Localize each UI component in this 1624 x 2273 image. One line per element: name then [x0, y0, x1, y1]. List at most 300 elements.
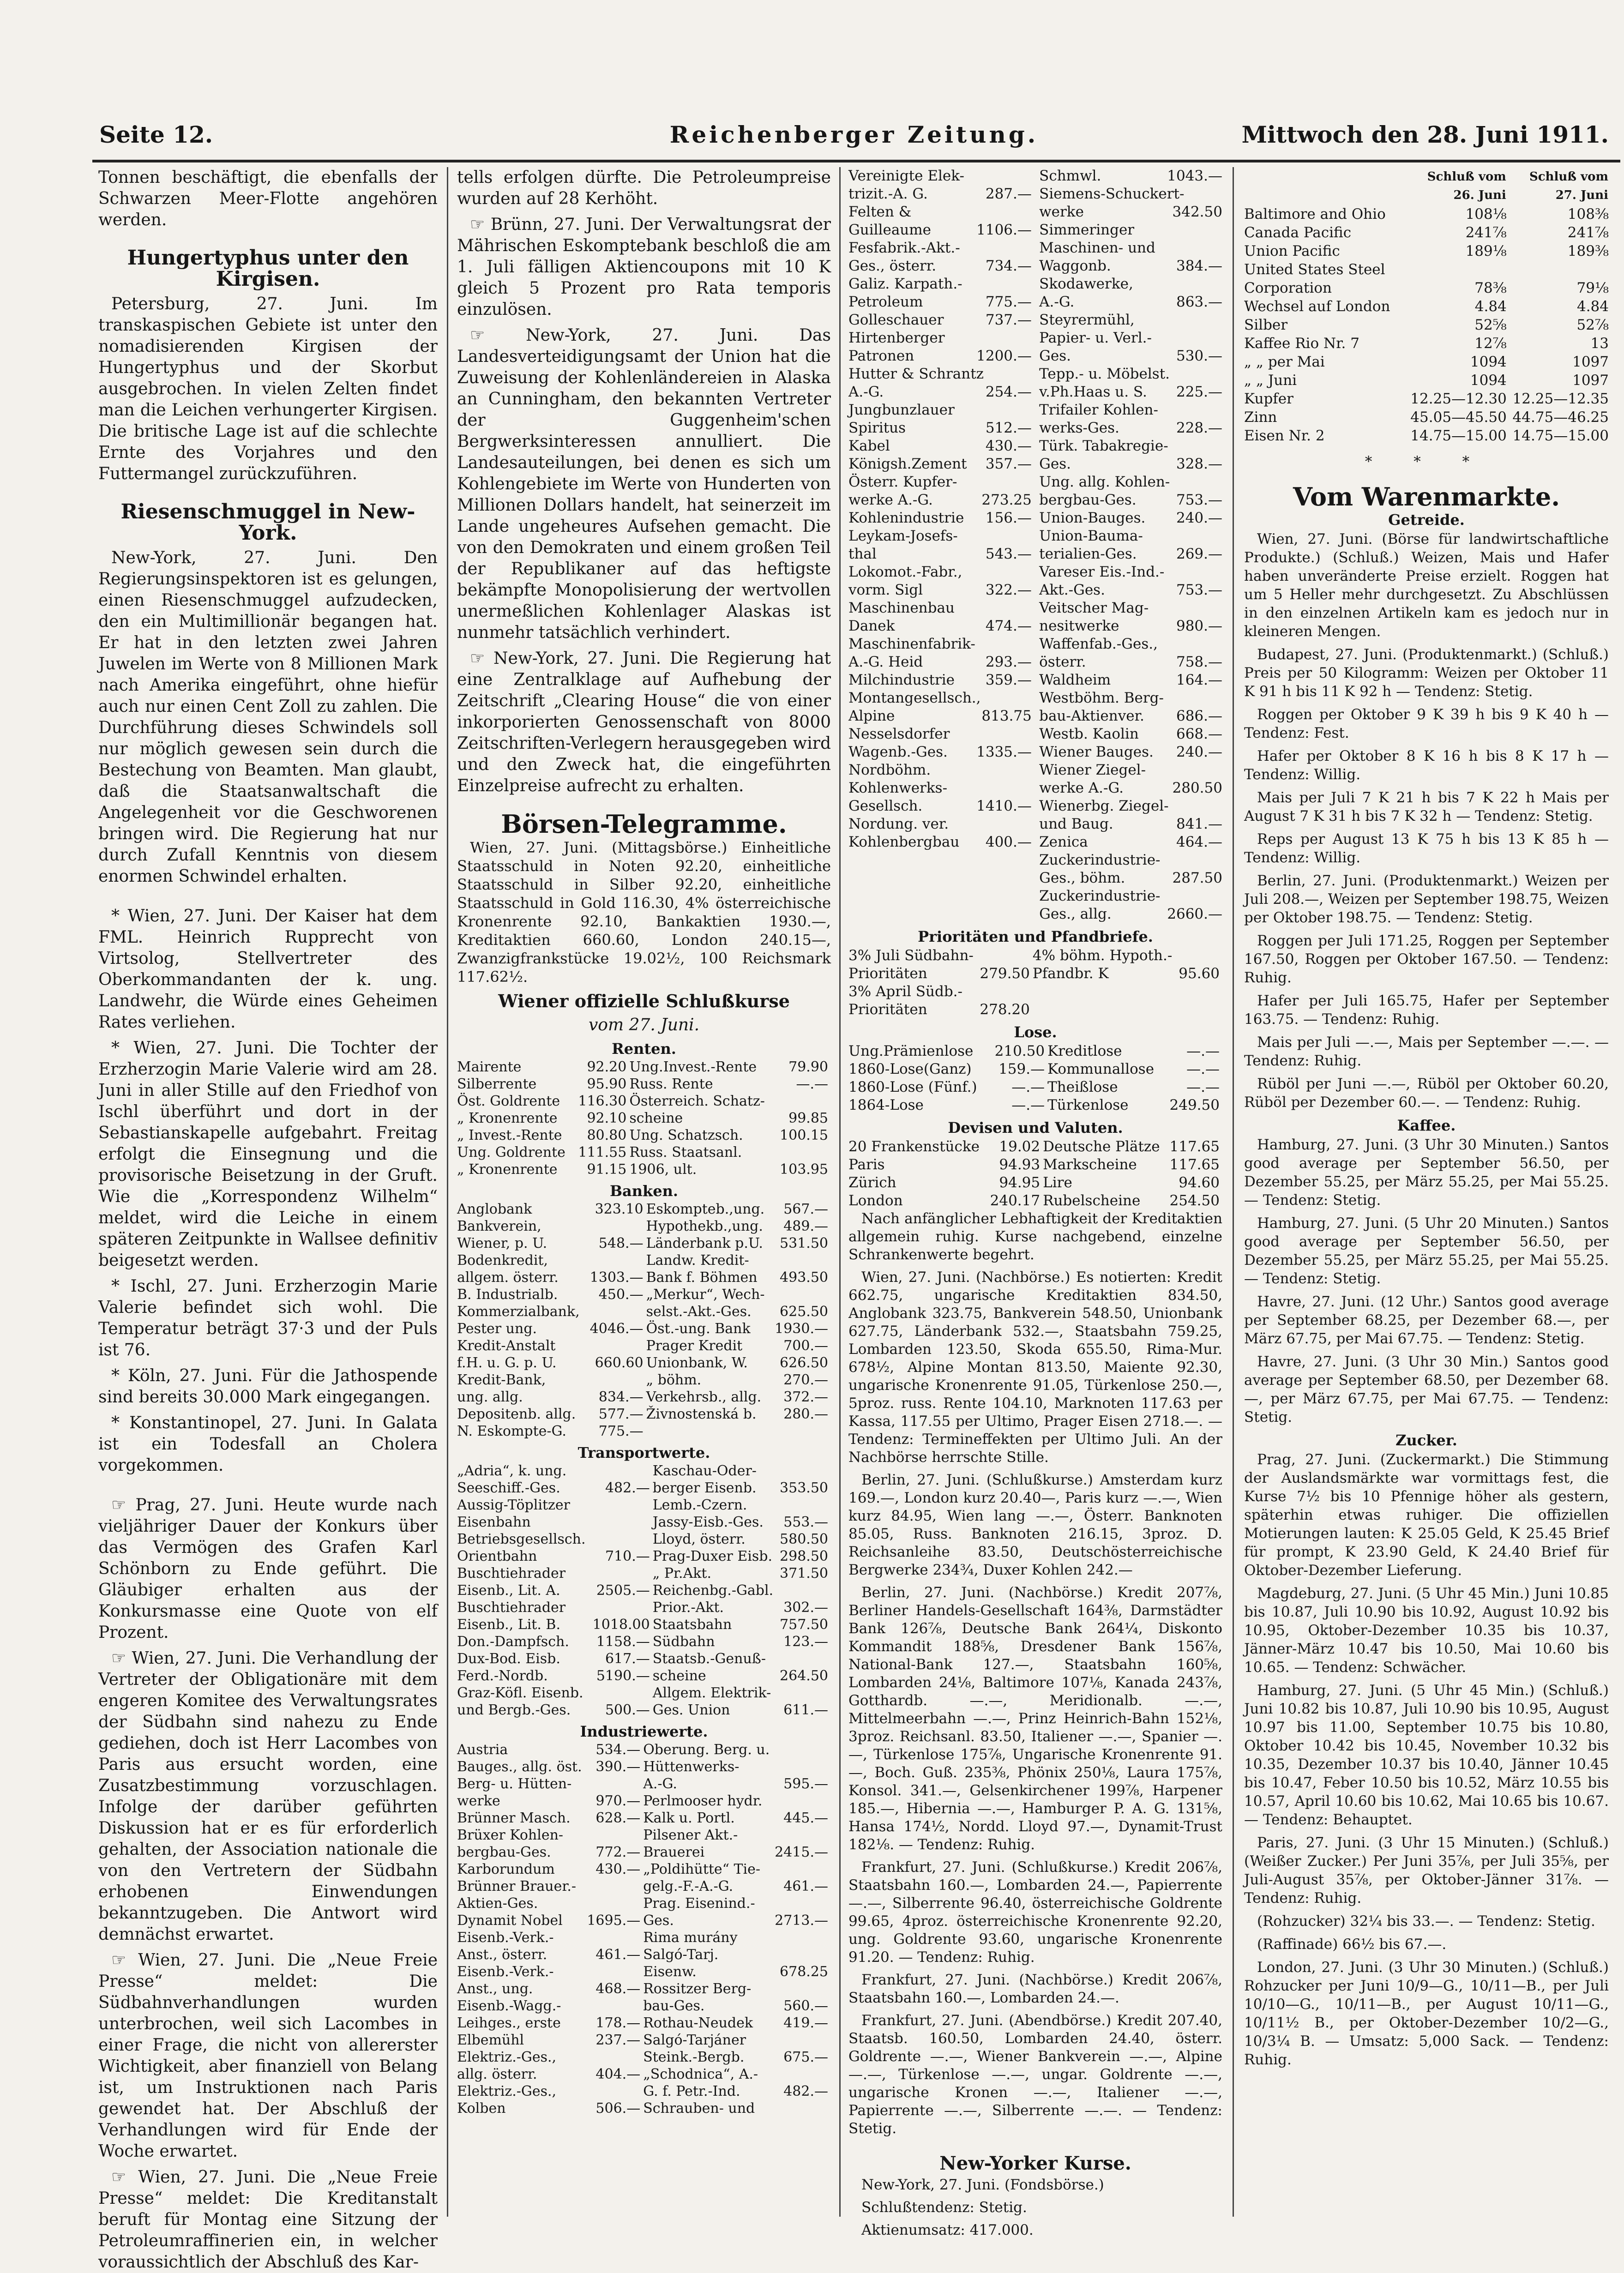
security-name: Leihges., erste [457, 2015, 561, 2031]
security-name: Ung. allg. Kohlen- [1039, 474, 1170, 490]
security-name: Prag. Eisenind.- [643, 1895, 755, 1912]
security-name: Staatsb.-Genuß- [652, 1651, 766, 1667]
list-item [1039, 383, 1222, 401]
market-report: London, 27. Juni. (3 Uhr 30 Minuten.) (Schluß.) Rohzucker per Juni 10/9—G., 10/11—B., per Juli 10/10—G., 10/11—B., per August 10/11—G., 10/11½ B., per Oktober-Dezember 10/2—G., 10/3¼ B. — Umsatz: 5,000 Sack. — Tendenz: Ruhig. [1244, 1959, 1609, 2068]
banken-table [457, 1201, 831, 1440]
security-price [773, 1827, 831, 1844]
security-price: 482.— [605, 1480, 650, 1496]
security-price: 278.20 [980, 1001, 1030, 1018]
security-name: nesitwerke [1039, 618, 1119, 634]
security-price: 625.50 [780, 1304, 828, 1320]
security-price: 464.— [1176, 834, 1222, 850]
table-row [457, 1269, 831, 1286]
security-price: 12⅞ [1474, 335, 1507, 352]
table-row [1244, 223, 1609, 242]
list-item [848, 743, 1032, 761]
page-number: Seite 12. [99, 121, 213, 148]
security-name: Ges. [1039, 456, 1071, 472]
security-name: Eisenb.-Verk.- [457, 1930, 554, 1946]
list-item [848, 599, 1032, 617]
table-row [457, 1792, 831, 1810]
security-name: 1860-Lose(Ganz) [848, 1061, 972, 1077]
table-row [457, 1810, 831, 1827]
security-price: 123.— [783, 1634, 828, 1650]
security-name: Maschinenfabrik- [848, 636, 975, 652]
security-price: 567.— [783, 1201, 828, 1217]
security-name: Kohlenindustrie [848, 510, 964, 526]
security-price: 980.— [1176, 618, 1222, 634]
table-row [457, 1844, 831, 1861]
list-item [848, 257, 1032, 275]
table-row [457, 1144, 831, 1161]
list-item [1039, 401, 1222, 419]
security-price: 240.— [1176, 510, 1222, 526]
section-headline: Vom Warenmarkte. [1293, 482, 1560, 511]
security-price: 2713.— [775, 1912, 828, 1929]
security-price [587, 1337, 646, 1354]
list-item [848, 311, 1032, 329]
security-price: 14.75—15.00 [1410, 427, 1507, 444]
security-price: —.— [1011, 1097, 1045, 1113]
security-name: Türkenlose [1047, 1097, 1129, 1113]
security-price [773, 2032, 831, 2049]
list-item [848, 437, 1032, 455]
security-price [773, 1792, 831, 1810]
security-price: 95.60 [1179, 965, 1220, 982]
industrie-table [457, 1741, 831, 2117]
security-name: Deutsche Plätze [1043, 1138, 1160, 1155]
list-item [848, 671, 1032, 689]
table-row [457, 1161, 831, 1178]
security-price: 117.65 [1169, 1138, 1220, 1155]
security-name: Steink.-Bergb. [643, 2049, 745, 2065]
security-name: Galiz. Karpath.- [848, 276, 962, 292]
security-price: 595.— [783, 1776, 828, 1792]
table-row [848, 1078, 1222, 1096]
market-report: Frankfurt, 27. Juni. (Schlußkurse.) Kredit 206⅞, Staatsbahn 160.—, Lombarden 24.—, Papierrente —.—, Silberrente 96.40, österreichische Goldrente 99.65, 4proz. österreichische Kronenrente 92.20, ung. Goldrente 93.60, ungarische Kronenrente 91.20. — Tendenz: Ruhig. [848, 1859, 1222, 1966]
security-name: bau-Ges. [643, 1998, 705, 2014]
security-name: Ges. [1039, 348, 1071, 364]
security-name: Unionbank, W. [646, 1355, 748, 1371]
market-report: Frankfurt, 27. Juni. (Abendbörse.) Kredit 207.40, Staatsb. 160.50, Lombarden 24.40, österr. Goldrente —.—, Wiener Bankverein —.—, Alpine —.—, Türkenlose —.—, ungar. Goldrente —.—, ungarische Kronen —.—, Italiener —.—, Papierrente —.—, Silberrente —.—. — Tendenz: Stetig. [848, 2012, 1222, 2137]
table-row [457, 1861, 831, 1878]
table-row [457, 1389, 831, 1406]
market-report: Hafer per Juli 165.75, Hafer per September 163.75. — Tendenz: Ruhig. [1244, 992, 1609, 1028]
article-continuation: Tonnen beschäftigt, die ebenfalls der Schwarzen Meer-Flotte angehören werden. [98, 168, 438, 229]
security-name: Nordböhm. [848, 762, 931, 778]
table-row [457, 1997, 831, 2014]
security-price: 254.50 [1169, 1192, 1220, 1209]
table-row [848, 965, 1222, 983]
security-name: Staatsbahn [652, 1617, 732, 1633]
list-item [1039, 293, 1222, 311]
table-row [457, 1650, 831, 1667]
security-price: 103.95 [780, 1161, 828, 1178]
security-name: bergbau-Ges. [1039, 492, 1137, 508]
table-row [848, 983, 1222, 1001]
list-item [848, 239, 1032, 257]
security-price: 493.50 [780, 1269, 828, 1286]
list-item [848, 779, 1032, 797]
security-name: Graz-Köfl. Eisenb. [457, 1685, 583, 1701]
security-price: 94.95 [999, 1174, 1041, 1191]
security-price: 12.25—12.30 [1410, 391, 1507, 407]
devisen-table [848, 1138, 1222, 1210]
list-item [1039, 617, 1222, 635]
security-name: gelg.-F.-A.-G. [643, 1878, 734, 1894]
security-price: 834.— [598, 1389, 644, 1405]
security-price: 430.— [595, 1861, 641, 1877]
security-name: Pester ung. [457, 1321, 537, 1337]
security-name: Bauges., allg. öst. [457, 1759, 582, 1775]
security-price: 92.20 [587, 1059, 627, 1075]
security-name: Salgó-Tarj. [643, 1947, 719, 1963]
security-name: Elbemühl [457, 2032, 524, 2048]
table-row [457, 2014, 831, 2032]
security-name: Trifailer Kohlen- [1039, 402, 1158, 418]
security-name: allg. österr. [457, 2066, 537, 2082]
security-name: Kabel [848, 438, 890, 454]
security-price [587, 1218, 646, 1235]
security-name: Bankverein, [457, 1218, 541, 1234]
security-name: Königsh.Zement [848, 456, 967, 472]
table-row [848, 947, 1222, 965]
security-name: Buschtiehrader [457, 1565, 566, 1581]
table-row [1244, 334, 1609, 353]
security-price: 44.75—46.25 [1512, 409, 1609, 426]
list-item [1039, 275, 1222, 293]
security-name: Oberung. Berg. u. [643, 1742, 770, 1758]
security-price [773, 2066, 831, 2083]
security-name: f.H. u. G. p. U. [457, 1355, 557, 1371]
table-row [1244, 390, 1609, 408]
list-item [848, 761, 1032, 779]
security-price [773, 1895, 831, 1912]
security-price: 189⅛ [1465, 243, 1507, 259]
table-section: Zucker. [1395, 1431, 1457, 1449]
table-row [457, 1093, 831, 1110]
security-price: 269.— [1176, 546, 1222, 562]
table-row [457, 1406, 831, 1423]
security-name: Eisenb., Lit. A. [457, 1582, 560, 1599]
news-item: * Wien, 27. Juni. Der Kaiser hat dem FML. Heinrich Rupprecht von Virtsolog, Stellvertreter des Oberkommandanten der k. ung. Landwehr, die Würde eines Geheimen Rates verliehen. [98, 907, 438, 1032]
article-paragraph: New-York, 27. Juni. Den Regierungsinspektoren ist es gelungen, einen Riesenschmuggel aufzudecken, den ein Multimillionär begangen hat. Er hat in den letzten zwei Jahren Juwelen im Werte von 8 Millionen Mark nach Amerika eingeführt, ohne hiefür auch nur einen Cent Zoll zu zahlen. Die Durchführung dieses Schwindels soll nur möglich gewesen sein durch die Bestechung von Beamten. Man glaubt, daß die Staatsanwaltschaft die Angelegenheit vor die Geschworenen bringen wird. Die Regierung hat nur durch Zufall Kenntnis von diesem enormen Schwindel erhalten. [98, 548, 438, 886]
list-item [848, 725, 1032, 743]
table-row [1244, 408, 1609, 427]
list-item [1039, 797, 1222, 815]
security-name: Perlmooser hydr. [643, 1793, 763, 1809]
security-price: 1097 [1572, 372, 1609, 389]
list-item [1039, 887, 1222, 905]
table-row [457, 2066, 831, 2083]
security-price: 512.— [985, 420, 1032, 436]
security-name: Eisenw. [643, 1964, 697, 1980]
table-row [457, 1218, 831, 1235]
market-report: Schlußtendenz: Stetig. [861, 2199, 1027, 2216]
list-item [1039, 167, 1222, 185]
security-price: 1200.— [976, 348, 1032, 364]
header-rule [92, 160, 1620, 162]
security-name: Theißlose [1047, 1079, 1118, 1095]
security-price: 91.15 [587, 1161, 627, 1178]
security-name: Wiener Ziegel- [1039, 762, 1146, 778]
security-price: 298.50 [780, 1548, 828, 1564]
list-item [848, 455, 1032, 473]
security-name: Kommunallose [1047, 1061, 1155, 1077]
news-item: ☞ Wien, 27. Juni. Die „Neue Freie Presse“ meldet: Die Südbahnverhandlungen wurden unterbrochen, weil sich Lacombes in einer Frage, die nicht von allererster Wichtigkeit, aber finanziell von Belang ist, um Instruktionen nach Paris gewendet hat. Der Abschluß der Verhandlungen wird für Ende der Woche erwartet. [98, 1951, 438, 2161]
security-price: 753.— [1176, 582, 1222, 598]
table-section: Kaffee. [1397, 1117, 1456, 1134]
security-price: 461.— [595, 1947, 641, 1963]
security-name: Buschtiehrader [457, 1600, 566, 1616]
security-name: Ung.Prämienlose [848, 1043, 974, 1059]
table-row [457, 1235, 831, 1252]
list-item [1039, 743, 1222, 761]
security-name: Baltimore and Ohio [1244, 206, 1386, 222]
security-name: und Bergb.-Ges. [457, 1702, 571, 1718]
security-name: Zuckerindustrie- [1039, 852, 1161, 868]
security-price: 753.— [1176, 492, 1222, 508]
table-row [457, 1371, 831, 1389]
security-price: 13 [1590, 335, 1609, 352]
security-price: 279.50 [980, 965, 1030, 982]
table-section: Getreide. [1388, 511, 1465, 529]
security-name: Guilleaume [848, 222, 932, 238]
security-name: „Poldihütte“ Tie- [643, 1861, 761, 1877]
list-item [1039, 761, 1222, 779]
security-name: Prioritäten [848, 965, 927, 982]
market-report: Paris, 27. Juni. (3 Uhr 15 Minuten.) (Schluß.) (Weißer Zucker.) Per Juni 35⅞, per Juli 35⅝, per Juli-August 35⅞, per Oktober-Jänner 31⅞. — Tendenz: Ruhig. [1244, 1834, 1609, 1906]
security-name: Westböhm. Berg- [1039, 690, 1164, 706]
security-name: Verkehrsb., allg. [646, 1389, 762, 1405]
security-name: Kohlenbergbau [848, 834, 960, 850]
security-price: 19.02 [999, 1138, 1041, 1155]
security-name: „ Kronenrente [457, 1161, 558, 1178]
security-name: Kreditlose [1047, 1043, 1122, 1059]
security-price [590, 1462, 653, 1479]
table-section: Lose. [1014, 1023, 1057, 1041]
security-price: 240.17 [990, 1192, 1041, 1209]
security-price: 384.— [1176, 258, 1222, 274]
security-name: Brünner Masch. [457, 1810, 571, 1826]
security-price: 12.25—12.35 [1512, 391, 1609, 407]
security-price: 78⅜ [1474, 280, 1507, 296]
security-name: „ „ per Mai [1244, 354, 1325, 370]
security-price: 775.— [598, 1423, 644, 1439]
security-price: 302.— [783, 1600, 828, 1616]
security-price: 189⅜ [1567, 243, 1609, 259]
table-row [848, 1138, 1222, 1156]
news-item: ☞ New-York, 27. Juni. Das Landesverteidigungsamt der Union hat die Zuweisung der Kohlenländereien in Alaska an Cunningham, den bekannten Vertreter der Guggenheim'schen Bergwerksinteressen annulliert. Die Landesauteilungen, bei denen es sich um Kohlengebiete im Werte von Hunderten von Millionen Dollars handelt, hat seinerzeit im Lande ungeheures Aufsehen gemacht. Die von den Demokraten und einem großen Teil der Republikaner auf das heftigste bekämpfte Monopolisierung der wertvollen unermeßlichen Kohlenlager Alaskas ist nunmehr tatsächlich verhindert. [457, 326, 831, 642]
security-name: Rossitzer Berg- [643, 1981, 752, 1997]
security-name: Aktien-Ges. [457, 1895, 538, 1912]
security-name: A.-G. [643, 1776, 677, 1792]
security-name: Aussig-Töplitzer [457, 1497, 570, 1513]
security-name: Jungbunzlauer [848, 402, 955, 418]
table-row [848, 1192, 1222, 1210]
list-item [848, 185, 1032, 203]
security-name: „Adria“, k. ung. [457, 1463, 567, 1479]
table-row [1244, 316, 1609, 334]
security-name: Wienerbg. Ziegel- [1039, 798, 1169, 814]
security-name: Waffenfab.-Ges., [1039, 636, 1158, 652]
list-item [848, 293, 1032, 311]
security-name: Russ. Rente [629, 1076, 713, 1092]
security-price [773, 2100, 831, 2117]
list-item [848, 491, 1032, 509]
table-section: Renten. [612, 1040, 676, 1058]
security-price [771, 1252, 831, 1269]
security-name: werke [1039, 204, 1084, 220]
security-name: Markscheine [1043, 1156, 1137, 1173]
table-row [457, 1320, 831, 1337]
security-price: 534.— [595, 1742, 641, 1758]
security-price: 506.— [595, 2100, 641, 2117]
market-report: (Rohzucker) 32¼ bis 33.—. — Tendenz: Stetig. [1257, 1913, 1595, 1930]
security-name: 1864-Lose [848, 1097, 924, 1113]
security-name: Waggonb. [1039, 258, 1111, 274]
security-price: 4046.— [589, 1321, 644, 1337]
stock-list [848, 167, 1222, 923]
table-row [457, 1201, 831, 1218]
security-name: berger Eisenb. [652, 1480, 757, 1496]
security-price: 500.— [605, 1702, 650, 1718]
security-name: Reichenbg.-Gabl. [652, 1582, 774, 1599]
table-row [457, 1337, 831, 1354]
list-item [1039, 185, 1222, 203]
security-name: Dux-Bod. Eisb. [457, 1651, 560, 1667]
news-item: * Ischl, 27. Juni. Erzherzogin Marie Valerie befindet sich wohl. Die Temperatur beträgt 37·3 und der Puls ist 76. [98, 1277, 438, 1359]
security-name: Ung. Goldrente [457, 1144, 565, 1161]
security-price [778, 1684, 831, 1702]
ny-kurse-table [1244, 167, 1609, 445]
security-name: Bank f. Böhmen [646, 1269, 758, 1286]
list-item [848, 401, 1032, 419]
security-price: 617.— [605, 1651, 650, 1667]
security-name: Leykam-Josefs- [848, 528, 958, 544]
security-price: 359.— [985, 672, 1032, 688]
security-price: 419.— [783, 2015, 828, 2031]
security-name: scheine [652, 1668, 706, 1684]
security-name: Steyrermühl, [1039, 312, 1135, 328]
security-name: Austria [457, 1742, 508, 1758]
list-item [1039, 689, 1222, 707]
list-item [848, 653, 1032, 671]
market-report: Mais per Juli 7 K 21 h bis 7 K 22 h Mais per August 7 K 31 h bis 7 K 32 h — Tendenz: Stetig. [1244, 789, 1609, 824]
market-report: Berlin, 27. Juni. (Schlußkurse.) Amsterdam kurz 169.—, London kurz 20.40—, Paris kurz —.—, Wien kurz 84.95, Wien lang —.—, Österr. Banknoten 85.05, Russ. Banknoten 216.15, 3proz. D. Reichsanleihe 83.50, Deutschösterreichische Bergwerke 234¾, Duxer Kohlen 242.— [848, 1472, 1222, 1578]
table-row [457, 1946, 831, 1963]
table-title: Wiener offizielle Schlußkurse [498, 991, 790, 1011]
security-price: 225.— [1176, 384, 1222, 400]
security-name: „ böhm. [646, 1372, 702, 1388]
list-item [848, 365, 1032, 383]
list-item [1039, 527, 1222, 545]
security-name: Eisenb.-Verk.- [457, 1964, 554, 1980]
column-divider [447, 167, 448, 2217]
security-name: Eisenbahn [457, 1514, 531, 1530]
security-name: Petroleum [848, 294, 923, 310]
market-report: Frankfurt, 27. Juni. (Nachbörse.) Kredit 206⅞, Staatsbahn 160.—, Lombarden 24.—. [848, 1972, 1222, 2006]
table-section: Devisen und Valuten. [948, 1119, 1123, 1136]
security-name: terialien-Ges. [1039, 546, 1137, 562]
security-name: 1906, ult. [629, 1161, 697, 1178]
security-name: Don.-Dampfsch. [457, 1634, 569, 1650]
security-price [773, 1758, 831, 1775]
security-name: Ung. Schatzsch. [629, 1127, 743, 1143]
security-name: bergbau-Ges. [457, 1844, 551, 1860]
security-price: 580.50 [780, 1531, 828, 1547]
security-name: Lemb.-Czern. [652, 1497, 747, 1513]
table-row [457, 1423, 831, 1440]
security-name: Wagenb.-Ges. [848, 744, 948, 760]
security-price: 280.— [783, 1406, 828, 1422]
security-price: 1335.— [976, 744, 1032, 760]
security-price [1177, 983, 1222, 1001]
security-name: Maschinen- und [1039, 240, 1155, 256]
security-price: 1094 [1470, 354, 1507, 370]
table-row [457, 1076, 831, 1093]
market-report: Hafer per Oktober 8 K 16 h bis 8 K 17 h — Tendenz: Willig. [1244, 748, 1609, 783]
security-name: werke [457, 1793, 500, 1809]
market-report: Aktienumsatz: 417.000. [861, 2222, 1034, 2238]
list-item [848, 167, 1032, 185]
security-name: Ges., österr. [848, 258, 937, 274]
security-price [587, 1303, 646, 1320]
column-header: Schluß vom 27. Juni [1529, 170, 1608, 202]
list-item [1039, 707, 1222, 725]
security-name: Karborundum [457, 1861, 555, 1877]
table-row [457, 1758, 831, 1775]
security-name: österr. [1039, 654, 1086, 670]
security-price: 280.50 [1172, 780, 1222, 796]
security-price: 841.— [1176, 816, 1222, 832]
security-name: Kaschau-Oder- [652, 1463, 757, 1479]
table-row [1244, 205, 1609, 223]
market-report: Roggen per Juli 171.25, Roggen per September 167.50, Roggen per Oktober 167.50. — Tendenz: Ruhig. [1244, 932, 1609, 986]
list-item [848, 347, 1032, 365]
security-price: 52⅞ [1576, 317, 1609, 333]
security-name: A.-G. [848, 384, 884, 400]
security-name: ung. allg. [457, 1389, 523, 1405]
stock-list-right [1039, 167, 1222, 923]
security-name: Canada Pacific [1244, 224, 1352, 241]
table-row [457, 1895, 831, 1912]
security-name: Kalk u. Portl. [643, 1810, 735, 1826]
security-price [585, 1878, 643, 1895]
security-name: 3% April Südb.- [848, 983, 962, 1000]
security-price [585, 1827, 643, 1844]
list-item [1039, 365, 1222, 383]
security-name: Ges., böhm. [1039, 870, 1125, 886]
security-price: 4.84 [1576, 298, 1609, 315]
security-name: 4% böhm. Hypoth.- [1032, 947, 1173, 964]
table-row [457, 1058, 831, 1076]
security-price: 14.75—15.00 [1512, 427, 1609, 444]
security-name: Hirtenberger [848, 330, 945, 346]
list-item [848, 509, 1032, 527]
security-price: 293.— [985, 654, 1032, 670]
list-item [1039, 869, 1222, 887]
market-report: New-York, 27. Juni. (Fondsbörse.) [861, 2177, 1104, 2193]
security-name: Anst., österr. [457, 1947, 547, 1963]
security-name: 20 Frankenstücke [848, 1138, 980, 1155]
security-price: 372.— [783, 1389, 828, 1405]
list-item [848, 203, 1032, 221]
security-name: Maschinenbau [848, 600, 955, 616]
security-price: 270.— [783, 1372, 828, 1388]
list-item [848, 563, 1032, 581]
security-price: 970.— [595, 1793, 641, 1809]
